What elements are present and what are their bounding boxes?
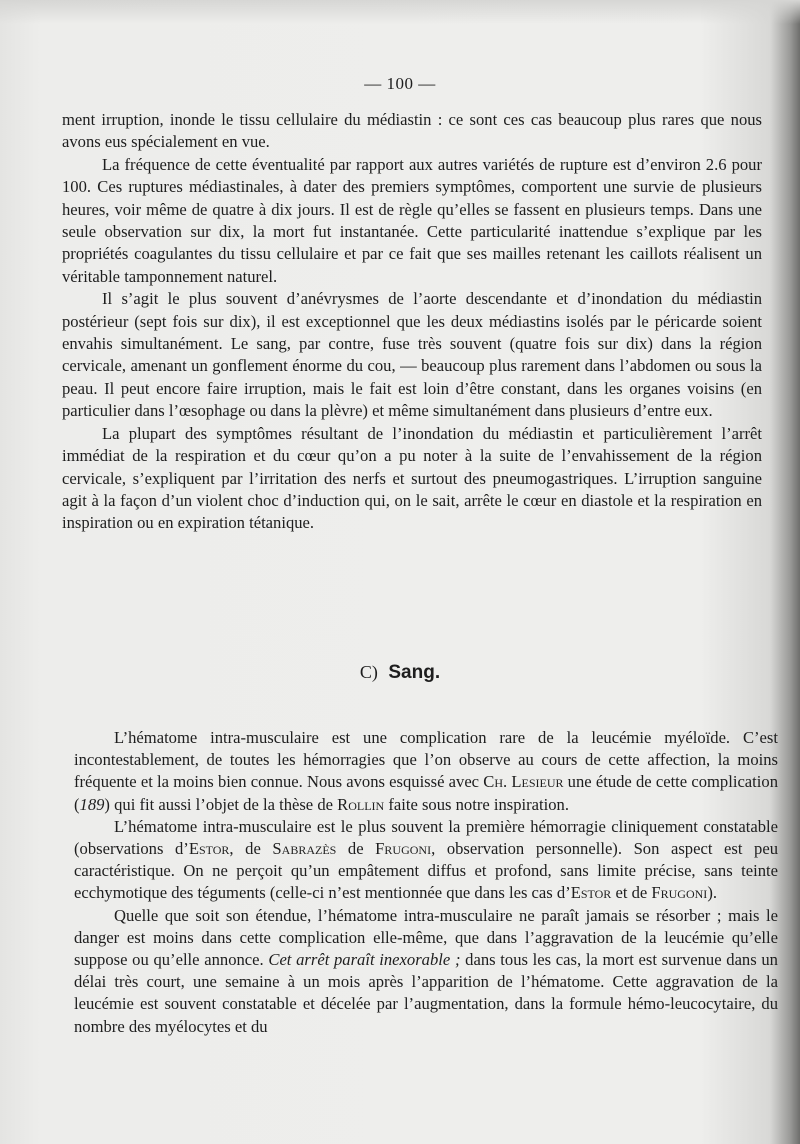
text-block-upper [62,109,762,535]
text-run: et de [611,883,652,903]
page-number: — 100 — [364,74,436,93]
paragraph: La plupart des symptômes résultant de l’inondation du médiastin et particulièrement l’arrêt immédiat de la respiration et du cœur qu’on a pu noter à la suite de l’envahissement de la région cervicale, s’expliquent par l’irritation des nerfs et surtout des pneumogastriques. L’irruption sanguine agit à la façon d’un violent choc d’induction qui, on le sait, arrête le cœur en diastole et la respiration en inspiration ou en expiration tétanique. [62,423,762,533]
paragraph: ment irruption, inonde le tissu cellulaire du médiastin : ce sont ces cas beaucoup plus rares que nous avons eus spécialement en vue. [62,110,762,152]
paragraph: Il s’agit le plus souvent d’anévrysmes de l’aorte descendante et d’inondation du médiastin postérieur (sept fois sur dix), il est exceptionnel que les deux médiastins isolés par le péricarde soient envahis simultanément. Le sang, par contre, fuse très souvent (quatre fois sur dix) dans la région cervicale, amenant un gonflement énorme du cou, — beaucoup plus rarement dans l’abdomen ou sous la peau. Il peut encore faire irruption, mais le fait est loin d’être constant, dans les organes voisins (en particulier dans l’œsophage ou dans la plèvre) et même simultanément dans plusieurs d’entre eux. [62,289,762,421]
text-block-lower [74,727,778,1038]
author-name: Rollin [337,794,385,814]
paragraph: La fréquence de cette éventualité par rapport aux autres variétés de rupture est d’environ 2.6 pour 100. Ces ruptures médiastinales, à dater des premiers symptômes, comportent une survie de plusieurs heures, voir même de quatre à dix jours. Il est de règle qu’elles se fassent en plusieurs temps. Dans une seule observation sur dix, la mort fut instantanée. Cette particularité inattendue s’explique par les propriétés coagulantes du tissu cellulaire et par ce fait que ses mailles retenant les caillots réalisent un véritable tamponnement naturel. [62,154,762,286]
section-letter: C) [359,662,378,682]
text-run: L’hématome intra-musculaire est le plus souvent la première hémorragie cliniquement constatable (observations d’ [74,816,778,859]
reference-number: 189 [79,794,105,814]
text-run: ) qui fit aussi l’objet de la thèse de [104,794,338,814]
text-run: , de [229,839,273,859]
text-run: Quelle que soit son étendue, l’hématome intra-musculaire ne paraît jamais se résorber ; mais le danger est moins dans cette complication elle-même, que dans l’aggravation de la leucémie qu’elle suppose ou qu’elle annonce. [74,905,778,970]
paragraph [74,727,778,816]
text-run: , observation personnelle). Son aspect est peu caractéristique. On ne perçoit qu’un empâtement diffus et profond, sans limite précise, sans teinte ecchymotique des téguments (celle-ci n’est mentionnée que dans les cas d’ [74,839,779,903]
author-name: Ch. Lesieur [483,772,564,792]
text-run: de [336,839,376,859]
section-heading [0,662,800,684]
text-run: une étude de cette complication ( [74,772,778,814]
italic-phrase: Cet arrêt paraît inexorable ; [268,950,461,970]
section-title: Sang. [388,662,441,683]
text-run: L’hématome intra-musculaire est une complication rare de la leucémie myéloïde. C’est incontestablement, de toutes les hémorragies que l’on observe au cours de cette affection, la moins fréquente et la moins bien connue. Nous avons esquissé avec [74,728,778,792]
paragraph [74,905,778,1038]
author-name: Sabrazès [272,839,337,859]
text-run: faite sous notre inspiration. [384,794,570,814]
paragraph [74,816,778,905]
text-run: dans tous les cas, la mort est survenue dans un délai très court, une semaine à un mois après l’apparition de l’hématome. Cette aggravation de la leucémie est souvent constatable et décelée par l’augmentation, dans la formule hémo-leucocytaire, du nombre des myélocytes et du [74,950,778,1036]
text-run: ). [707,883,717,903]
author-name: Frugoni [651,883,708,903]
author-name: Frugoni [375,839,432,859]
author-name: Estor [188,839,230,859]
author-name: Estor [570,883,612,903]
